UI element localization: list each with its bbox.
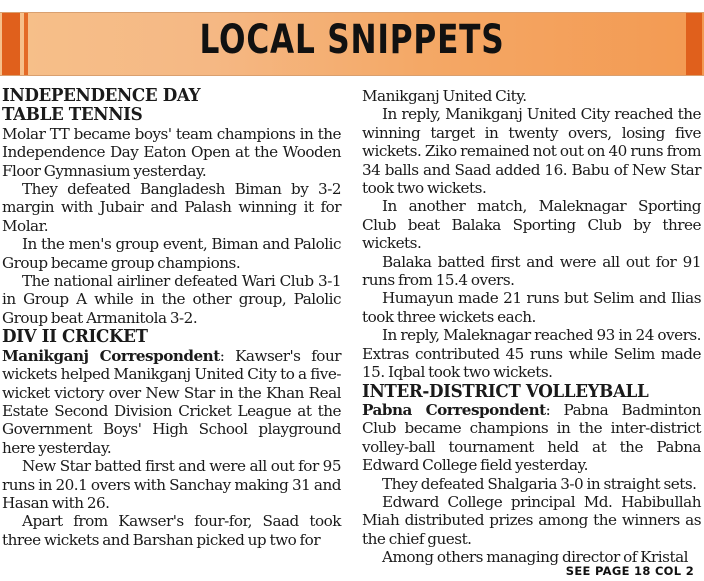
volleyball-lead-text: : Pabna Badminton Club became champions in the inter-district volley-ball tournament held at the Pabna Edward College field yesterday.	[362, 400, 701, 475]
cricket-headline: DIV II CRICKET	[2, 326, 148, 348]
cricket-paragraph-8: In reply, Maleknagar reached 93 in 24 overs. Extras contributed 45 runs while Selim made 15. Iqbal took two wickets.	[362, 326, 701, 382]
volleyball-headline: INTER-DISTRICT VOLLEYBALL	[362, 380, 649, 402]
cricket-paragraph-7: Humayun made 21 runs but Selim and Ilias took three wickets each.	[362, 289, 701, 326]
tt-paragraph-3: In the men's group event, Biman and Palolic Group became group champions.	[2, 235, 341, 272]
cricket-byline: Manikganj Correspondent	[2, 346, 220, 365]
banner-stripe-left-thin	[24, 13, 28, 75]
volleyball-paragraph-3: Edward College principal Md. Habibullah Miah distributed prizes among the winners as the chief guest.	[362, 492, 701, 548]
cricket-lead-text: : Kawser's four wickets helped Manikganj United City to a five-wicket victory over New Star in the Khan Real Estate Second Division Cricket League at the Government Boys' High School playground here yesterday.	[2, 346, 341, 457]
cricket-continued: Manikganj United City.	[362, 87, 527, 105]
cricket-paragraph-5: In another match, Maleknagar Sporting Club beat Balaka Sporting Club by three wickets.	[362, 197, 701, 253]
section-title: LOCAL SNIPPETS	[199, 17, 505, 63]
volleyball-byline: Pabna Correspondent	[362, 400, 546, 419]
tt-paragraph-2: They defeated Bangladesh Biman by 3-2 margin with Jubair and Palash winning it for Molar.	[2, 180, 341, 235]
cricket-paragraph-4: In reply, Manikganj United City reached the winning target in twenty overs, losing five wickets. Ziko remained not out on 40 runs from 34 balls and Saad added 16. Babu of New Star took two wickets.	[362, 105, 701, 198]
banner-stripe-right	[686, 13, 702, 75]
left-column	[2, 86, 341, 581]
continued-on-page-note: SEE PAGE 18 COL 2	[565, 564, 694, 578]
cricket-paragraph-6: Balaka batted first and were all out for 91 runs from 15.4 overs.	[362, 252, 701, 290]
volleyball-paragraph-1	[362, 401, 701, 475]
tt-paragraph-1: Molar TT became boys' team champions in the Independence Day Eaton Open at the Wooden Floor Gymnasium yesterday.	[2, 124, 341, 180]
banner-stripe-left	[2, 13, 20, 75]
tt-paragraph-4: The national airliner defeated Wari Club 3-1 in Group A while in the other group, Palolic Group beat Armanitola 3-2.	[2, 272, 341, 327]
right-column	[362, 87, 701, 581]
tt-headline-line1: INDEPENDENCE DAY	[2, 85, 201, 106]
section-banner	[0, 12, 704, 76]
cricket-paragraph-1	[2, 347, 341, 457]
cricket-paragraph-3: Apart from Kawser's four-for, Saad took three wickets and Barshan picked up two for	[2, 512, 341, 549]
volleyball-paragraph-2: They defeated Shalgaria 3-0 in straight sets.	[382, 474, 697, 493]
tt-headline-line2: TABLE TENNIS	[2, 104, 143, 126]
cricket-paragraph-2: New Star batted first and were all out for 95 runs in 20.1 overs with Sanchay making 31 and Hasan with 26.	[2, 457, 341, 512]
volleyball-paragraph-4: Among others managing director of Kristal	[382, 548, 688, 567]
